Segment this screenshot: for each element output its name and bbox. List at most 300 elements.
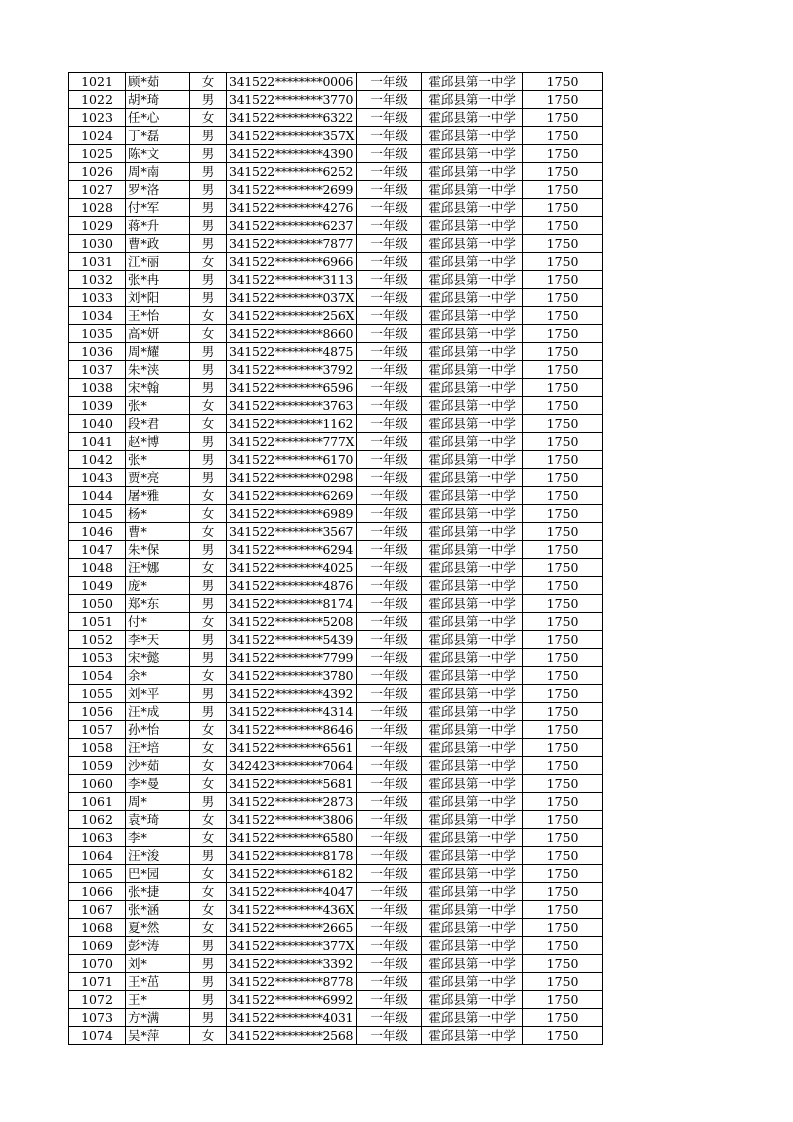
student-name-cell: 付*军 (126, 199, 190, 217)
table-row (69, 757, 603, 775)
row-number-cell: 1044 (69, 487, 126, 505)
school-name-cell: 霍邱县第一中学 (422, 487, 523, 505)
grade-level-cell: 一年级 (357, 919, 422, 937)
row-number-cell: 1036 (69, 343, 126, 361)
student-gender-cell: 男 (190, 973, 227, 991)
grade-level-cell: 一年级 (357, 739, 422, 757)
school-name-cell: 霍邱县第一中学 (422, 289, 523, 307)
grade-level-cell: 一年级 (357, 703, 422, 721)
school-name-cell: 霍邱县第一中学 (422, 145, 523, 163)
subsidy-amount-cell: 1750 (523, 451, 603, 469)
row-number-cell: 1050 (69, 595, 126, 613)
grade-level-cell: 一年级 (357, 775, 422, 793)
id-number-cell: 341522********0298 (227, 469, 357, 487)
student-name-cell: 刘*阳 (126, 289, 190, 307)
student-name-cell: 张*冉 (126, 271, 190, 289)
table-row (69, 991, 603, 1009)
school-name-cell: 霍邱县第一中学 (422, 379, 523, 397)
subsidy-amount-cell: 1750 (523, 289, 603, 307)
student-gender-cell: 女 (190, 415, 227, 433)
student-gender-cell: 女 (190, 307, 227, 325)
row-number-cell: 1040 (69, 415, 126, 433)
row-number-cell: 1055 (69, 685, 126, 703)
id-number-cell: 341522********5681 (227, 775, 357, 793)
row-number-cell: 1045 (69, 505, 126, 523)
row-number-cell: 1048 (69, 559, 126, 577)
student-gender-cell: 男 (190, 379, 227, 397)
subsidy-amount-cell: 1750 (523, 829, 603, 847)
student-name-cell: 宋*翰 (126, 379, 190, 397)
table-row (69, 451, 603, 469)
row-number-cell: 1052 (69, 631, 126, 649)
student-name-cell: 张* (126, 397, 190, 415)
grade-level-cell: 一年级 (357, 649, 422, 667)
student-gender-cell: 女 (190, 865, 227, 883)
grade-level-cell: 一年级 (357, 109, 422, 127)
student-gender-cell: 女 (190, 397, 227, 415)
grade-level-cell: 一年级 (357, 901, 422, 919)
subsidy-amount-cell: 1750 (523, 325, 603, 343)
student-gender-cell: 男 (190, 361, 227, 379)
grade-level-cell: 一年级 (357, 181, 422, 199)
student-gender-cell: 女 (190, 523, 227, 541)
school-name-cell: 霍邱县第一中学 (422, 127, 523, 145)
id-number-cell: 341522********1162 (227, 415, 357, 433)
grade-level-cell: 一年级 (357, 145, 422, 163)
id-number-cell: 341522********4025 (227, 559, 357, 577)
school-name-cell: 霍邱县第一中学 (422, 1009, 523, 1027)
table-row (69, 973, 603, 991)
grade-level-cell: 一年级 (357, 469, 422, 487)
grade-level-cell: 一年级 (357, 289, 422, 307)
student-name-cell: 王* (126, 991, 190, 1009)
subsidy-amount-cell: 1750 (523, 559, 603, 577)
grade-level-cell: 一年级 (357, 685, 422, 703)
table-row (69, 847, 603, 865)
table-row (69, 559, 603, 577)
row-number-cell: 1066 (69, 883, 126, 901)
student-name-cell: 汪*培 (126, 739, 190, 757)
grade-level-cell: 一年级 (357, 451, 422, 469)
school-name-cell: 霍邱县第一中学 (422, 163, 523, 181)
subsidy-amount-cell: 1750 (523, 397, 603, 415)
grade-level-cell: 一年级 (357, 253, 422, 271)
row-number-cell: 1043 (69, 469, 126, 487)
student-name-cell: 丁*磊 (126, 127, 190, 145)
row-number-cell: 1025 (69, 145, 126, 163)
student-gender-cell: 男 (190, 469, 227, 487)
student-gender-cell: 男 (190, 433, 227, 451)
subsidy-amount-cell: 1750 (523, 883, 603, 901)
subsidy-amount-cell: 1750 (523, 811, 603, 829)
student-gender-cell: 男 (190, 91, 227, 109)
student-name-cell: 巴*园 (126, 865, 190, 883)
grade-level-cell: 一年级 (357, 361, 422, 379)
subsidy-amount-cell: 1750 (523, 487, 603, 505)
id-number-cell: 341522********256X (227, 307, 357, 325)
row-number-cell: 1031 (69, 253, 126, 271)
student-name-cell: 张* (126, 451, 190, 469)
school-name-cell: 霍邱县第一中学 (422, 253, 523, 271)
student-gender-cell: 男 (190, 163, 227, 181)
student-gender-cell: 女 (190, 505, 227, 523)
student-gender-cell: 女 (190, 109, 227, 127)
id-number-cell: 341522********8778 (227, 973, 357, 991)
id-number-cell: 341522********4875 (227, 343, 357, 361)
subsidy-amount-cell: 1750 (523, 973, 603, 991)
school-name-cell: 霍邱县第一中学 (422, 973, 523, 991)
student-gender-cell: 男 (190, 793, 227, 811)
school-name-cell: 霍邱县第一中学 (422, 613, 523, 631)
school-name-cell: 霍邱县第一中学 (422, 523, 523, 541)
row-number-cell: 1021 (69, 73, 126, 91)
grade-level-cell: 一年级 (357, 973, 422, 991)
student-name-cell: 汪*浚 (126, 847, 190, 865)
row-number-cell: 1063 (69, 829, 126, 847)
student-gender-cell: 女 (190, 811, 227, 829)
table-row (69, 415, 603, 433)
grade-level-cell: 一年级 (357, 235, 422, 253)
subsidy-amount-cell: 1750 (523, 775, 603, 793)
student-name-cell: 宋*懿 (126, 649, 190, 667)
subsidy-amount-cell: 1750 (523, 595, 603, 613)
table-row (69, 631, 603, 649)
table-row (69, 397, 603, 415)
row-number-cell: 1030 (69, 235, 126, 253)
id-number-cell: 341522********0006 (227, 73, 357, 91)
school-name-cell: 霍邱县第一中学 (422, 685, 523, 703)
table-row (69, 523, 603, 541)
school-name-cell: 霍邱县第一中学 (422, 901, 523, 919)
row-number-cell: 1027 (69, 181, 126, 199)
student-gender-cell: 男 (190, 631, 227, 649)
table-row (69, 577, 603, 595)
row-number-cell: 1038 (69, 379, 126, 397)
grade-level-cell: 一年级 (357, 883, 422, 901)
id-number-cell: 341522********3567 (227, 523, 357, 541)
id-number-cell: 341522********6561 (227, 739, 357, 757)
table-row (69, 919, 603, 937)
student-name-cell: 汪*娜 (126, 559, 190, 577)
grade-level-cell: 一年级 (357, 199, 422, 217)
school-name-cell: 霍邱县第一中学 (422, 955, 523, 973)
school-name-cell: 霍邱县第一中学 (422, 829, 523, 847)
student-gender-cell: 男 (190, 271, 227, 289)
school-name-cell: 霍邱县第一中学 (422, 775, 523, 793)
row-number-cell: 1067 (69, 901, 126, 919)
row-number-cell: 1058 (69, 739, 126, 757)
student-gender-cell: 男 (190, 127, 227, 145)
student-gender-cell: 女 (190, 721, 227, 739)
subsidy-amount-cell: 1750 (523, 361, 603, 379)
table-row (69, 235, 603, 253)
student-gender-cell: 女 (190, 739, 227, 757)
row-number-cell: 1041 (69, 433, 126, 451)
grade-level-cell: 一年级 (357, 415, 422, 433)
student-gender-cell: 男 (190, 343, 227, 361)
id-number-cell: 341522********3763 (227, 397, 357, 415)
subsidy-amount-cell: 1750 (523, 955, 603, 973)
id-number-cell: 341522********6237 (227, 217, 357, 235)
student-gender-cell: 男 (190, 289, 227, 307)
school-name-cell: 霍邱县第一中学 (422, 883, 523, 901)
table-row (69, 91, 603, 109)
student-name-cell: 周* (126, 793, 190, 811)
subsidy-amount-cell: 1750 (523, 937, 603, 955)
grade-level-cell: 一年级 (357, 955, 422, 973)
id-number-cell: 341522********4314 (227, 703, 357, 721)
subsidy-amount-cell: 1750 (523, 649, 603, 667)
school-name-cell: 霍邱县第一中学 (422, 361, 523, 379)
row-number-cell: 1042 (69, 451, 126, 469)
row-number-cell: 1032 (69, 271, 126, 289)
subsidy-amount-cell: 1750 (523, 433, 603, 451)
row-number-cell: 1049 (69, 577, 126, 595)
subsidy-amount-cell: 1750 (523, 271, 603, 289)
school-name-cell: 霍邱县第一中学 (422, 541, 523, 559)
row-number-cell: 1065 (69, 865, 126, 883)
row-number-cell: 1047 (69, 541, 126, 559)
subsidy-amount-cell: 1750 (523, 721, 603, 739)
student-gender-cell: 男 (190, 199, 227, 217)
student-gender-cell: 男 (190, 217, 227, 235)
school-name-cell: 霍邱县第一中学 (422, 739, 523, 757)
subsidy-amount-cell: 1750 (523, 577, 603, 595)
row-number-cell: 1035 (69, 325, 126, 343)
school-name-cell: 霍邱县第一中学 (422, 703, 523, 721)
subsidy-amount-cell: 1750 (523, 505, 603, 523)
student-name-cell: 吴*萍 (126, 1027, 190, 1045)
table-row (69, 379, 603, 397)
grade-level-cell: 一年级 (357, 91, 422, 109)
student-name-cell: 段*君 (126, 415, 190, 433)
subsidy-amount-cell: 1750 (523, 109, 603, 127)
student-name-cell: 庞* (126, 577, 190, 595)
id-number-cell: 341522********4031 (227, 1009, 357, 1027)
subsidy-amount-cell: 1750 (523, 865, 603, 883)
school-name-cell: 霍邱县第一中学 (422, 271, 523, 289)
school-name-cell: 霍邱县第一中学 (422, 865, 523, 883)
table-row (69, 109, 603, 127)
school-name-cell: 霍邱县第一中学 (422, 73, 523, 91)
table-row (69, 181, 603, 199)
school-name-cell: 霍邱县第一中学 (422, 1027, 523, 1045)
row-number-cell: 1070 (69, 955, 126, 973)
subsidy-amount-cell: 1750 (523, 145, 603, 163)
table-row (69, 505, 603, 523)
row-number-cell: 1074 (69, 1027, 126, 1045)
grade-level-cell: 一年级 (357, 829, 422, 847)
table-row (69, 271, 603, 289)
id-number-cell: 341522********4876 (227, 577, 357, 595)
id-number-cell: 341522********4392 (227, 685, 357, 703)
table-row (69, 217, 603, 235)
table-row (69, 433, 603, 451)
table-row (69, 829, 603, 847)
id-number-cell: 341522********4390 (227, 145, 357, 163)
grade-level-cell: 一年级 (357, 1009, 422, 1027)
id-number-cell: 341522********6269 (227, 487, 357, 505)
school-name-cell: 霍邱县第一中学 (422, 307, 523, 325)
student-gender-cell: 女 (190, 253, 227, 271)
student-gender-cell: 女 (190, 901, 227, 919)
table-row (69, 163, 603, 181)
subsidy-amount-cell: 1750 (523, 1009, 603, 1027)
row-number-cell: 1023 (69, 109, 126, 127)
student-name-cell: 江*丽 (126, 253, 190, 271)
subsidy-amount-cell: 1750 (523, 685, 603, 703)
row-number-cell: 1022 (69, 91, 126, 109)
subsidy-amount-cell: 1750 (523, 523, 603, 541)
table-row (69, 883, 603, 901)
student-name-cell: 屠*雅 (126, 487, 190, 505)
student-gender-cell: 女 (190, 883, 227, 901)
id-number-cell: 341522********357X (227, 127, 357, 145)
table-row (69, 937, 603, 955)
school-name-cell: 霍邱县第一中学 (422, 469, 523, 487)
subsidy-amount-cell: 1750 (523, 901, 603, 919)
student-gender-cell: 男 (190, 955, 227, 973)
table-row (69, 289, 603, 307)
id-number-cell: 341522********6170 (227, 451, 357, 469)
id-number-cell: 341522********037X (227, 289, 357, 307)
subsidy-amount-cell: 1750 (523, 235, 603, 253)
row-number-cell: 1069 (69, 937, 126, 955)
id-number-cell: 341522********3780 (227, 667, 357, 685)
id-number-cell: 341522********2699 (227, 181, 357, 199)
row-number-cell: 1033 (69, 289, 126, 307)
grade-level-cell: 一年级 (357, 631, 422, 649)
id-number-cell: 341522********3770 (227, 91, 357, 109)
table-row (69, 775, 603, 793)
table-row (69, 667, 603, 685)
grade-level-cell: 一年级 (357, 613, 422, 631)
student-name-cell: 付* (126, 613, 190, 631)
id-number-cell: 341522********6580 (227, 829, 357, 847)
student-gender-cell: 男 (190, 451, 227, 469)
school-name-cell: 霍邱县第一中学 (422, 433, 523, 451)
school-name-cell: 霍邱县第一中学 (422, 793, 523, 811)
id-number-cell: 341522********777X (227, 433, 357, 451)
grade-level-cell: 一年级 (357, 667, 422, 685)
grade-level-cell: 一年级 (357, 523, 422, 541)
student-gender-cell: 女 (190, 667, 227, 685)
student-gender-cell: 男 (190, 577, 227, 595)
student-name-cell: 朱*保 (126, 541, 190, 559)
student-gender-cell: 女 (190, 487, 227, 505)
id-number-cell: 341522********8646 (227, 721, 357, 739)
id-number-cell: 341522********6294 (227, 541, 357, 559)
student-name-cell: 余* (126, 667, 190, 685)
student-name-cell: 刘* (126, 955, 190, 973)
subsidy-amount-cell: 1750 (523, 919, 603, 937)
grade-level-cell: 一年级 (357, 595, 422, 613)
id-number-cell: 341522********6182 (227, 865, 357, 883)
student-name-cell: 袁*琦 (126, 811, 190, 829)
subsidy-amount-cell: 1750 (523, 91, 603, 109)
table-row (69, 865, 603, 883)
student-name-cell: 汪*成 (126, 703, 190, 721)
table-row (69, 541, 603, 559)
student-gender-cell: 男 (190, 145, 227, 163)
table-row (69, 901, 603, 919)
table-row (69, 469, 603, 487)
school-name-cell: 霍邱县第一中学 (422, 559, 523, 577)
subsidy-amount-cell: 1750 (523, 199, 603, 217)
school-name-cell: 霍邱县第一中学 (422, 649, 523, 667)
student-gender-cell: 女 (190, 829, 227, 847)
student-gender-cell: 男 (190, 181, 227, 199)
id-number-cell: 341522********6992 (227, 991, 357, 1009)
grade-level-cell: 一年级 (357, 433, 422, 451)
student-name-cell: 夏*然 (126, 919, 190, 937)
student-name-cell: 李* (126, 829, 190, 847)
student-gender-cell: 女 (190, 1027, 227, 1045)
id-number-cell: 341522********377X (227, 937, 357, 955)
subsidy-amount-cell: 1750 (523, 1027, 603, 1045)
table-row (69, 145, 603, 163)
school-name-cell: 霍邱县第一中学 (422, 595, 523, 613)
id-number-cell: 341522********7877 (227, 235, 357, 253)
subsidy-amount-cell: 1750 (523, 379, 603, 397)
student-name-cell: 彭*涛 (126, 937, 190, 955)
subsidy-amount-cell: 1750 (523, 793, 603, 811)
row-number-cell: 1056 (69, 703, 126, 721)
student-gender-cell: 女 (190, 73, 227, 91)
school-name-cell: 霍邱县第一中学 (422, 847, 523, 865)
grade-level-cell: 一年级 (357, 217, 422, 235)
school-name-cell: 霍邱县第一中学 (422, 397, 523, 415)
grade-level-cell: 一年级 (357, 343, 422, 361)
id-number-cell: 341522********5439 (227, 631, 357, 649)
student-gender-cell: 男 (190, 703, 227, 721)
grade-level-cell: 一年级 (357, 127, 422, 145)
row-number-cell: 1068 (69, 919, 126, 937)
table-row (69, 307, 603, 325)
table-row (69, 1009, 603, 1027)
student-gender-cell: 女 (190, 613, 227, 631)
id-number-cell: 341522********8174 (227, 595, 357, 613)
student-gender-cell: 女 (190, 775, 227, 793)
school-name-cell: 霍邱县第一中学 (422, 343, 523, 361)
grade-level-cell: 一年级 (357, 505, 422, 523)
table-row (69, 955, 603, 973)
row-number-cell: 1029 (69, 217, 126, 235)
school-name-cell: 霍邱县第一中学 (422, 91, 523, 109)
subsidy-amount-cell: 1750 (523, 415, 603, 433)
grade-level-cell: 一年级 (357, 937, 422, 955)
school-name-cell: 霍邱县第一中学 (422, 181, 523, 199)
id-number-cell: 341522********3792 (227, 361, 357, 379)
student-gender-cell: 女 (190, 757, 227, 775)
row-number-cell: 1034 (69, 307, 126, 325)
grade-level-cell: 一年级 (357, 721, 422, 739)
student-name-cell: 周*耀 (126, 343, 190, 361)
table-row (69, 613, 603, 631)
row-number-cell: 1028 (69, 199, 126, 217)
student-name-cell: 任*心 (126, 109, 190, 127)
subsidy-amount-cell: 1750 (523, 253, 603, 271)
school-name-cell: 霍邱县第一中学 (422, 235, 523, 253)
student-gender-cell: 男 (190, 541, 227, 559)
school-name-cell: 霍邱县第一中学 (422, 937, 523, 955)
student-name-cell: 沙*茹 (126, 757, 190, 775)
table-row (69, 325, 603, 343)
subsidy-amount-cell: 1750 (523, 757, 603, 775)
student-name-cell: 周*南 (126, 163, 190, 181)
row-number-cell: 1046 (69, 523, 126, 541)
id-number-cell: 341522********4047 (227, 883, 357, 901)
